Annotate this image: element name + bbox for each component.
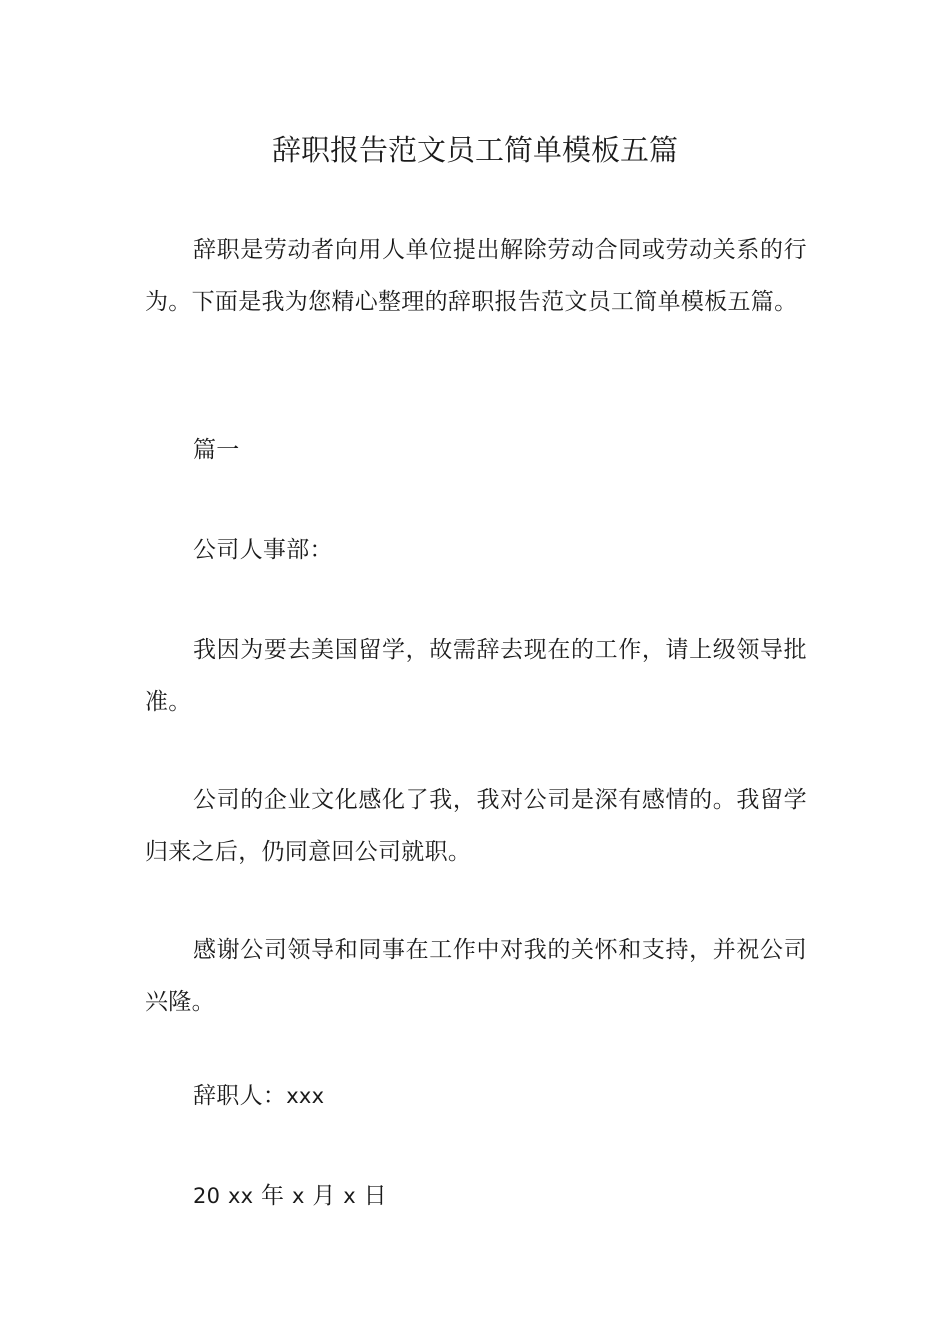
date-day: x — [343, 1184, 357, 1208]
date-year-suffix: xx — [227, 1184, 254, 1208]
signer-label: 辞职人： — [193, 1083, 287, 1109]
document-title: 辞职报告范文员工简单模板五篇 — [271, 133, 678, 167]
date-month-unit: 月 — [312, 1183, 336, 1209]
body-paragraph-culture: 公司的企业文化感化了我，我对公司是深有感情的。我留学归来之后，仍同意回公司就职。 — [145, 787, 807, 865]
date-line — [145, 1170, 807, 1222]
signer-name: xxx — [286, 1084, 325, 1108]
signer-line — [145, 1070, 807, 1122]
date-day-unit: 日 — [363, 1183, 387, 1209]
body-paragraph-reason: 我因为要去美国留学，故需辞去现在的工作，请上级领导批准。 — [145, 637, 807, 715]
recipient-line: 公司人事部： — [193, 537, 333, 563]
body-paragraph-thanks: 感谢公司领导和同事在工作中对我的关怀和支持，并祝公司兴隆。 — [145, 937, 807, 1015]
intro-paragraph: 辞职是劳动者向用人单位提出解除劳动合同或劳动关系的行为。下面是我为您精心整理的辞职报告范文员工简单模板五篇。 — [145, 237, 807, 315]
section-heading: 篇一 — [193, 437, 240, 463]
date-month: x — [291, 1184, 305, 1208]
date-year-prefix: 20 — [193, 1184, 221, 1208]
date-year-unit: 年 — [261, 1183, 285, 1209]
